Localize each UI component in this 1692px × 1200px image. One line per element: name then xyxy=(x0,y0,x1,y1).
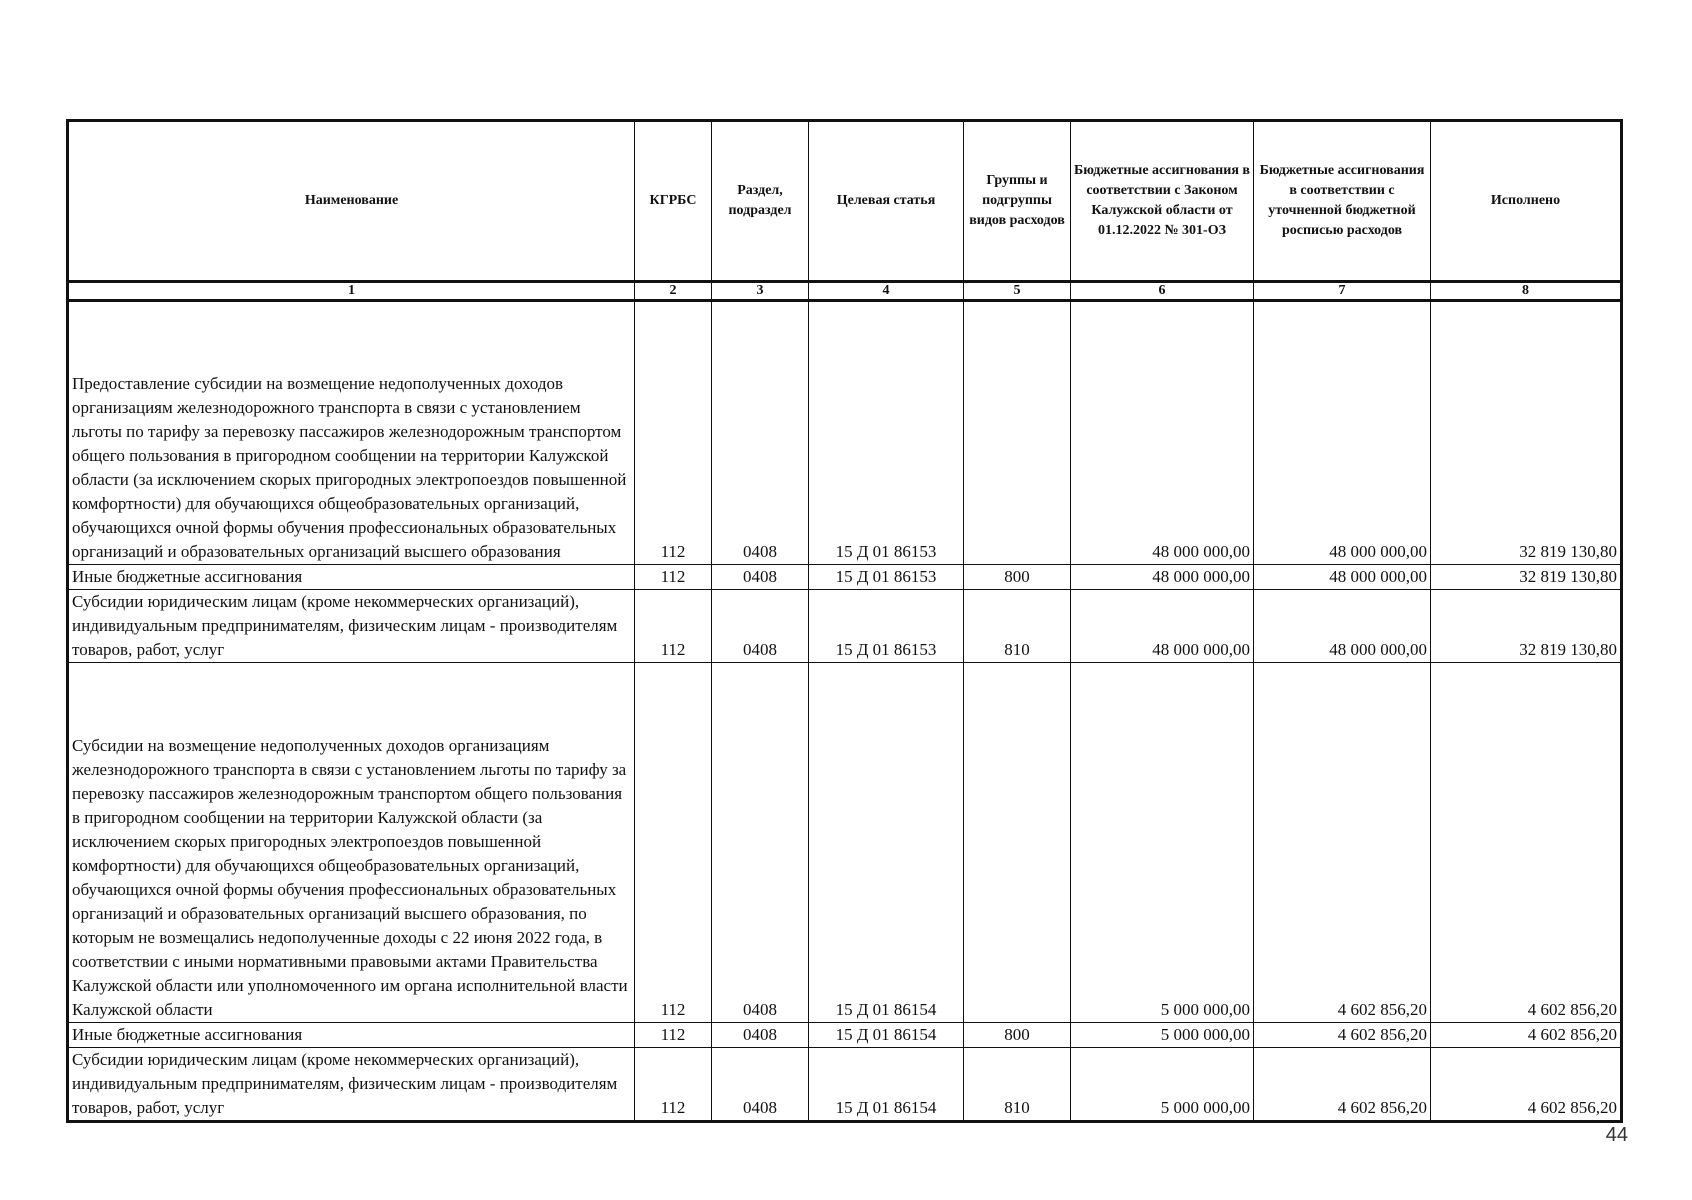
row-executed-amount: 32 819 130,80 xyxy=(1431,590,1622,663)
row-name: Субсидии юридическим лицам (кроме некоммерческих организаций), индивидуальным предпринимателям, физическим лицам - производителям товаров, работ, услуг xyxy=(68,1048,635,1122)
row-executed-amount: 4 602 856,20 xyxy=(1431,663,1622,1023)
row-kgrbs: 112 xyxy=(635,565,712,590)
row-refined-amount: 48 000 000,00 xyxy=(1254,590,1431,663)
header-name: Наименование xyxy=(68,121,635,282)
row-gruppa xyxy=(964,301,1071,565)
column-number: 4 xyxy=(809,282,964,301)
row-celevaya: 15 Д 01 86153 xyxy=(809,565,964,590)
row-razdel: 0408 xyxy=(712,1048,809,1122)
header-row xyxy=(68,121,1622,282)
row-executed-amount: 32 819 130,80 xyxy=(1431,565,1622,590)
row-kgrbs: 112 xyxy=(635,301,712,565)
row-razdel: 0408 xyxy=(712,590,809,663)
row-law-amount: 5 000 000,00 xyxy=(1071,663,1254,1023)
header-gruppa: Группы и подгруппы видов расходов xyxy=(964,121,1071,282)
row-law-amount: 48 000 000,00 xyxy=(1071,565,1254,590)
row-kgrbs: 112 xyxy=(635,1048,712,1122)
row-refined-amount: 48 000 000,00 xyxy=(1254,565,1431,590)
row-gruppa: 800 xyxy=(964,1023,1071,1048)
table-row xyxy=(68,301,1622,565)
row-gruppa xyxy=(964,663,1071,1023)
row-gruppa: 810 xyxy=(964,590,1071,663)
row-law-amount: 5 000 000,00 xyxy=(1071,1023,1254,1048)
row-name: Иные бюджетные ассигнования xyxy=(68,1023,635,1048)
row-law-amount: 48 000 000,00 xyxy=(1071,301,1254,565)
row-razdel: 0408 xyxy=(712,663,809,1023)
column-number: 8 xyxy=(1431,282,1622,301)
row-celevaya: 15 Д 01 86154 xyxy=(809,1048,964,1122)
row-name: Иные бюджетные ассигнования xyxy=(68,565,635,590)
row-name: Субсидии на возмещение недополученных доходов организациям железнодорожного транспорта в связи с установлением льготы по тарифу за перевозку пассажиров железнодорожным транспортом общего пользования в пригородном сообщении на территории Калужской области (за исключением скорых пригородных электропоездов повышенной комфортности) для обучающихся общеобразовательных организаций, обучающихся очной формы обучения профессиональных образовательных организаций и образовательных организаций высшего образования, по которым не возмещались недополученные доходы с 22 июня 2022 года, в соответствии с иными нормативными правовыми актами Правительства Калужской области или уполномоченного им органа исполнительной власти Калужской области xyxy=(68,663,635,1023)
column-number: 7 xyxy=(1254,282,1431,301)
row-celevaya: 15 Д 01 86153 xyxy=(809,590,964,663)
column-number: 1 xyxy=(68,282,635,301)
row-name: Предоставление субсидии на возмещение недополученных доходов организациям железнодорожного транспорта в связи с установлением льготы по тарифу за перевозку пассажиров железнодорожным транспортом общего пользования в пригородном сообщении на территории Калужской области (за исключением скорых пригородных электропоездов повышенной комфортности) для обучающихся общеобразовательных организаций, обучающихся очной формы обучения профессиональных образовательных организаций и образовательных организаций высшего образования xyxy=(68,301,635,565)
row-law-amount: 48 000 000,00 xyxy=(1071,590,1254,663)
row-razdel: 0408 xyxy=(712,565,809,590)
row-name: Субсидии юридическим лицам (кроме некоммерческих организаций), индивидуальным предпринимателям, физическим лицам - производителям товаров, работ, услуг xyxy=(68,590,635,663)
table-row xyxy=(68,565,1622,590)
row-executed-amount: 4 602 856,20 xyxy=(1431,1023,1622,1048)
column-number: 6 xyxy=(1071,282,1254,301)
row-executed-amount: 32 819 130,80 xyxy=(1431,301,1622,565)
row-refined-amount: 4 602 856,20 xyxy=(1254,663,1431,1023)
row-refined-amount: 48 000 000,00 xyxy=(1254,301,1431,565)
row-refined-amount: 4 602 856,20 xyxy=(1254,1048,1431,1122)
column-number: 3 xyxy=(712,282,809,301)
header-kgrbs: КГРБС xyxy=(635,121,712,282)
table-row xyxy=(68,663,1622,1023)
table-row xyxy=(68,590,1622,663)
budget-table xyxy=(66,119,1623,1123)
row-gruppa: 800 xyxy=(964,565,1071,590)
column-number: 2 xyxy=(635,282,712,301)
column-number-row xyxy=(68,282,1622,301)
row-kgrbs: 112 xyxy=(635,663,712,1023)
row-kgrbs: 112 xyxy=(635,590,712,663)
row-executed-amount: 4 602 856,20 xyxy=(1431,1048,1622,1122)
header-razdel: Раздел, подраздел xyxy=(712,121,809,282)
column-number: 5 xyxy=(964,282,1071,301)
row-celevaya: 15 Д 01 86154 xyxy=(809,1023,964,1048)
row-kgrbs: 112 xyxy=(635,1023,712,1048)
row-refined-amount: 4 602 856,20 xyxy=(1254,1023,1431,1048)
row-celevaya: 15 Д 01 86154 xyxy=(809,663,964,1023)
page-number: 44 xyxy=(1605,1124,1628,1146)
row-celevaya: 15 Д 01 86153 xyxy=(809,301,964,565)
row-law-amount: 5 000 000,00 xyxy=(1071,1048,1254,1122)
row-razdel: 0408 xyxy=(712,1023,809,1048)
table-row xyxy=(68,1023,1622,1048)
row-razdel: 0408 xyxy=(712,301,809,565)
header-executed: Исполнено xyxy=(1431,121,1622,282)
header-celevaya: Целевая статья xyxy=(809,121,964,282)
header-refined: Бюджетные ассигнования в соответствии с уточненной бюджетной росписью расходов xyxy=(1254,121,1431,282)
header-law: Бюджетные ассигнования в соответствии с Законом Калужской области от 01.12.2022 № 301-ОЗ xyxy=(1071,121,1254,282)
row-gruppa: 810 xyxy=(964,1048,1071,1122)
table-row xyxy=(68,1048,1622,1122)
